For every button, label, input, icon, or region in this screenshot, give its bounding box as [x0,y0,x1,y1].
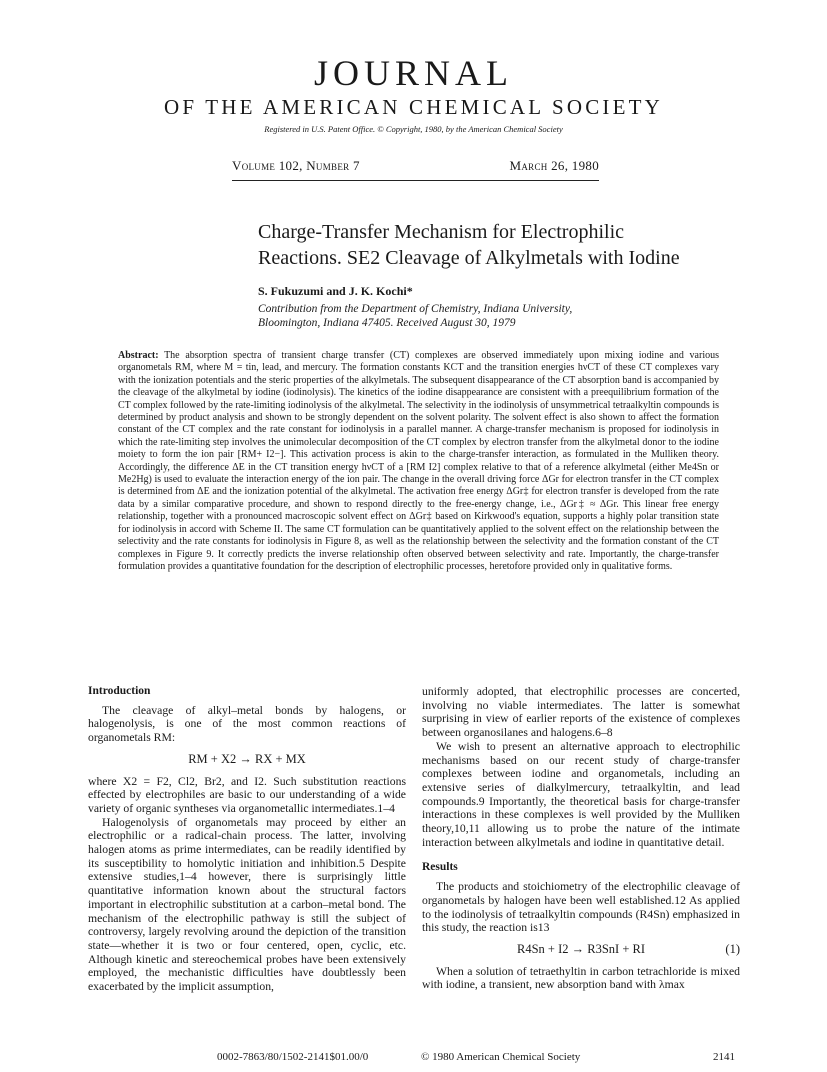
registration-notice: Registered in U.S. Patent Office. © Copyright, 1980, by the American Chemical Society [264,124,563,134]
paragraph: where X2 = F2, Cl2, Br2, and I2. Such substitution reactions effected by electrophiles are basic to our understanding of a wide variety of organic syntheses via organometallic intermediates.1–4 [88,774,406,815]
equation-text: R4Sn + I2 → R3SnI + RI [516,941,645,956]
footer-copyright: © 1980 American Chemical Society [421,1051,581,1063]
equation-number: (1) [725,941,740,956]
paragraph: The products and stoichiometry of the electrophilic cleavage of organometals by halogen have been well established.12 As applied to the iodinolysis of tetraalkyltin compounds (R4Sn) emphasized in this study, the reaction is13 [422,880,740,935]
right-column [422,685,740,992]
paragraph: When a solution of tetraethyltin in carbon tetrachloride is mixed with iodine, a transient, new absorption band with λmax [422,964,740,992]
volume-number: Volume 102, Number 7 [232,158,360,173]
equation: RM + X2 → RX + MX [188,751,306,766]
abstract-label: Abstract: [118,350,159,361]
paragraph: uniformly adopted, that electrophilic processes are concerted, involving no viable intermediates. The latter is somewhat surprising in view of earlier reports of the existence of complexes between organosilanes and halogens.6–8 [422,685,740,740]
authors: S. Fukuzumi and J. K. Kochi* [258,284,413,298]
article-title [258,219,728,271]
abstract [118,350,719,573]
journal-title: JOURNAL [313,53,513,93]
journal-subtitle: OF THE AMERICAN CHEMICAL SOCIETY [163,95,664,119]
section-heading-results: Results [422,861,458,874]
issue-date: March 26, 1980 [509,158,599,173]
left-column [88,685,406,994]
footer-code: 0002-7863/80/1502-2141$01.00/0 [217,1051,369,1063]
article-title-line1: Charge-Transfer Mechanism for Electrophilic [258,221,625,243]
article-title-line2: Reactions. SE2 Cleavage of Alkylmetals with Iodine [258,247,680,269]
affiliation [258,302,738,330]
paragraph: Halogenolysis of organometals may proceed by either an electrophilic or a radical-chain process. The latter, involving halogen atoms as prime intermediates, can be readily identified by its susceptibility to homolytic initiation and inhibition.5 Despite extensive studies,1–4 however, there is surprisingly little quantitative information known about the structural factors important in electrophilic substitution at a carbon–metal bond. The mechanism of the electrophilic pathway is still the subject of controversy, largely revolving around the depiction of the transition state—whether it is two or four centered, open, cyclic, etc. Although kinetic and stereochemical probes have been extensively employed, the mechanistic difficulties have doubtlessly been exacerbated by the implicit assumption, [88,815,406,994]
section-heading-introduction: Introduction [88,685,151,697]
paragraph: The cleavage of alkyl–metal bonds by halogens, or halogenolysis, is one of the most common reactions of organometals RM: [88,703,406,745]
affiliation-line1: Contribution from the Department of Chemistry, Indiana University, [258,303,573,315]
abstract-text: The absorption spectra of transient charge transfer (CT) complexes are observed immediately upon mixing iodine and various organometals RM, where M = tin, lead, and mercury. The formation constants KCT and the transition energies hνCT of these CT complexes vary with the ionization potentials and the steric properties of the alkylmetals. The subsequent disappearance of the CT absorption band is accompanied by the cleavage of the alkylmetal by iodine (iodinolysis). The kinetics of the iodine disappearance are consistent with a preequilibrium formation of the CT complex followed by the rate-limiting iodinolysis of the alkylmetal. The selectivity in the iodinolysis of unsymmetrical tetraalkyltin compounds is determined by product analysis and shown to be strongly dependent on the solvent polarity. The solvent effect is also shown to affect the formation constant of the CT complex and the rate constant for iodinolysis in a parallel manner. A charge-transfer mechanism is proposed for iodinolysis in which the rate-limiting step involves the unimolecular decomposition of the CT complex by electron transfer from the alkylmetal donor to the iodine moiety to form the ion pair [RM+ I2−]. This activation process is akin to the charge-transfer interaction, as formulated in the Mulliken theory. Accordingly, the difference ΔE in the CT transition energy hνCT of a [RM I2] complex relative to that of a reference alkylmetal (either Me4Sn or Me2Hg) is used to evaluate the interaction energy of the ion pair. The change in the overall driving force ΔGr for electron transfer in the CT complex is determined from ΔE and the ionization potential of the alkylmetal. The activation free energy ΔGr‡ for electron transfer is developed from the rate data by a similar comparative procedure, and shown to respond directly to the free-energy change, i.e., ΔGr‡ ≈ ΔGr. This linear free energy relationship, together with a pronounced macroscopic solvent effect on ΔGr‡ based on Kirkwood's equation, supports a highly polar transition state for iodinolysis in accord with Scheme II. The same CT formulation can be quantitatively applied to the solvent effect on the relationship between the selectivity and the rate constants for iodinolysis in Figure 8, as well as the relationship between the selectivity and the formation constant of the CT complexes in Figure 9. It correctly predicts the inverse relationship often observed between selectivity and rate. Importantly, the charge-transfer formulation provides a quantitative foundation for the description of electrophilic processes, heretofore provided only in qualitative forms. [118,350,719,572]
page-number: 2141 [713,1051,735,1063]
affiliation-line2: Bloomington, Indiana 47405. Received August 30, 1979 [258,317,516,329]
equation [422,943,740,957]
paragraph: We wish to present an alternative approach to electrophilic mechanisms based on our recent study of charge-transfer complexes between iodine and organometals, including an extensive series of dialkylmercury, tetraalkyltin, and lead compounds.9 Importantly, the theoretical basis for charge-transfer interactions in these complexes is well provided by the Mulliken theory,10,11 allowing us to probe the nature of the intimate interaction between alkylmetals and iodine in quantitative detail. [422,739,740,849]
masthead-rule [232,180,599,181]
